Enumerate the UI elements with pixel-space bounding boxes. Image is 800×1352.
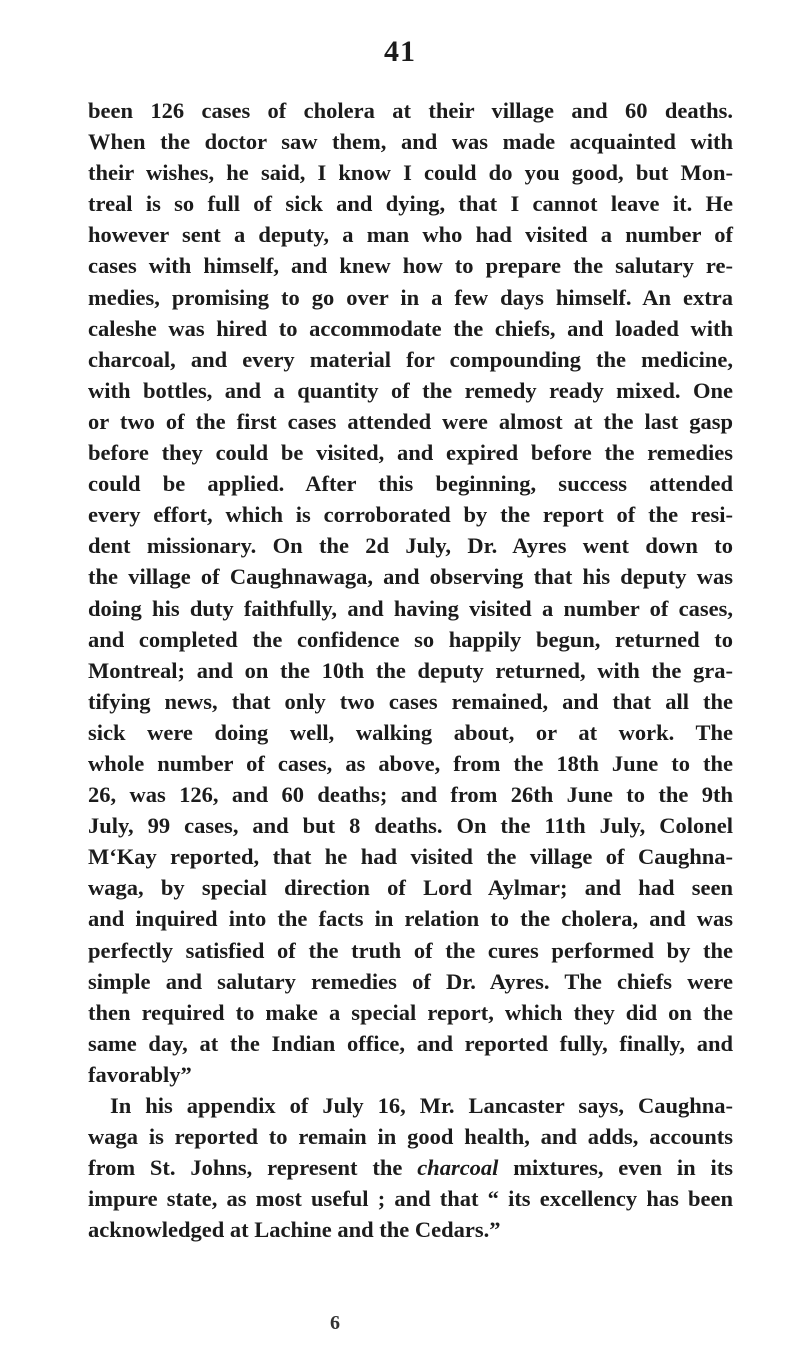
text-line: before they could be visited, and expired before the remedies [88, 440, 733, 466]
text-line: impure state, as most useful ; and that “ its excellency has been [88, 1186, 733, 1212]
text-line: waga, by special direction of Lord Aylmar; and had seen [88, 875, 733, 901]
text-line: perfectly satisfied of the truth of the cures performed by the [88, 937, 733, 963]
text-line: same day, at the Indian office, and reported fully, finally, and [88, 1030, 733, 1056]
text-line: been 126 cases of cholera at their village and 60 deaths. [88, 98, 733, 123]
signature-mark: 6 [330, 1312, 340, 1334]
text-line: or two of the first cases attended were almost at the last gasp [88, 408, 733, 434]
body-text [88, 95, 733, 1245]
text-line: July, 99 cases, and but 8 deaths. On the 11th July, Colonel [88, 813, 733, 839]
text-line: medies, promising to go over in a few days himself. An extra [88, 284, 733, 310]
text-line: every effort, which is corroborated by the report of the resi- [88, 502, 733, 528]
text-line: Montreal; and on the 10th the deputy returned, with the gra- [88, 657, 733, 683]
text-line: When the doctor saw them, and was made acquainted with [88, 129, 733, 155]
text-line: doing his duty faithfully, and having visited a number of cases, [88, 595, 733, 621]
text-line: could be applied. After this beginning, success attended [88, 471, 733, 497]
text-line: waga is reported to remain in good health, and adds, accounts [88, 1124, 733, 1150]
text-line: the village of Caughnawaga, and observing that his deputy was [88, 564, 733, 590]
text-line: In his appendix of July 16, Mr. Lancaster says, Caughna- [110, 1093, 733, 1118]
text-line: from St. Johns, represent the charcoal mixtures, even in its [88, 1155, 733, 1181]
text-line: whole number of cases, as above, from the 18th June to the [88, 750, 733, 776]
text-line: charcoal, and every material for compounding the medicine, [88, 346, 733, 372]
text-line: treal is so full of sick and dying, that I cannot leave it. He [88, 191, 733, 217]
text-line: acknowledged at Lachine and the Cedars.” [88, 1217, 501, 1243]
text-line: their wishes, he said, I know I could do you good, but Mon- [88, 160, 733, 186]
text-line: tifying news, that only two cases remained, and that all the [88, 688, 733, 714]
text-line: 26, was 126, and 60 deaths; and from 26th June to the 9th [88, 782, 733, 808]
text-line: with bottles, and a quantity of the remedy ready mixed. One [88, 377, 733, 403]
page-number: 41 [384, 35, 416, 68]
text-line: M‘Kay reported, that he had visited the village of Caughna- [88, 844, 733, 870]
text-line: caleshe was hired to accommodate the chiefs, and loaded with [88, 315, 733, 341]
text-line: favorably” [88, 1061, 192, 1087]
text-line: cases with himself, and knew how to prepare the salutary re- [88, 253, 733, 279]
text-line: simple and salutary remedies of Dr. Ayres. The chiefs were [88, 968, 733, 994]
text-line: sick were doing well, walking about, or at work. The [88, 719, 733, 745]
emphasis-text: charcoal [417, 1155, 499, 1181]
text-line: and completed the confidence so happily begun, returned to [88, 626, 733, 652]
text-line: however sent a deputy, a man who had visited a number of [88, 222, 733, 248]
text-line: then required to make a special report, which they did on the [88, 999, 733, 1025]
text-line: dent missionary. On the 2d July, Dr. Ayres went down to [88, 533, 733, 559]
text-line: and inquired into the facts in relation to the cholera, and was [88, 906, 733, 932]
